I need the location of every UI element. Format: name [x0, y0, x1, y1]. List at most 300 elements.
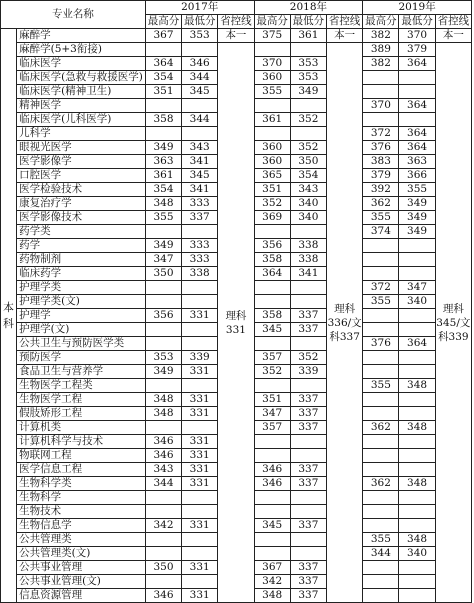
max-score-2018: 369 [254, 211, 290, 225]
max-score-2019 [363, 323, 399, 337]
major-name-cell: 眼视光医学 [17, 141, 146, 155]
major-name-cell: 医学检验技术 [17, 183, 146, 197]
max-score-2019 [363, 71, 399, 85]
major-name-cell: 医学影像学 [17, 155, 146, 169]
major-name-header: 专业名称 [1, 1, 146, 29]
min-score-2017: 346 [182, 57, 218, 71]
max-score-2017: 361 [145, 169, 181, 183]
min-score-2019: 364 [399, 141, 435, 155]
table-row [1, 43, 472, 57]
max-score-2017: 354 [145, 71, 181, 85]
max-score-2017: 367 [145, 29, 181, 43]
max-score-2018: 355 [254, 85, 290, 99]
min-score-2017: 333 [182, 197, 218, 211]
max-score-2019: 362 [363, 421, 399, 435]
max-score-2019: 362 [363, 197, 399, 211]
min-score-2017: 339 [182, 351, 218, 365]
major-name-cell: 物联网工程 [17, 449, 146, 463]
major-name-cell: 医学信息工程 [17, 463, 146, 477]
max-score-2019: 370 [363, 99, 399, 113]
max-score-2017: 350 [145, 561, 181, 575]
max-score-2017: 348 [145, 407, 181, 421]
max-score-2017: 346 [145, 449, 181, 463]
min-score-2017: 331 [182, 477, 218, 491]
min-score-2019 [399, 267, 435, 281]
max-score-2018: 360 [254, 141, 290, 155]
max-score-2017 [145, 127, 181, 141]
max-score-2017: 353 [145, 351, 181, 365]
min-score-2019 [399, 407, 435, 421]
major-name-cell: 医学影像技术 [17, 211, 146, 225]
min-score-2019 [399, 463, 435, 477]
major-name-cell: 生物医学工程类 [17, 379, 146, 393]
control-line-2019: 理科345/文科339 [435, 43, 471, 603]
min-score-2017 [182, 43, 218, 57]
max-score-2017 [145, 421, 181, 435]
max-score-2017: 350 [145, 267, 181, 281]
min-score-2019 [399, 491, 435, 505]
max-score-2017: 349 [145, 365, 181, 379]
min-score-header: 最低分 [399, 15, 435, 29]
min-score-2017 [182, 421, 218, 435]
min-score-2017 [182, 547, 218, 561]
major-name-cell: 临床药学 [17, 267, 146, 281]
min-score-2018: 350 [290, 155, 326, 169]
min-score-2018: 340 [290, 211, 326, 225]
min-score-2017: 341 [182, 183, 218, 197]
max-score-2017: 347 [145, 253, 181, 267]
min-score-2018 [290, 337, 326, 351]
major-name-cell: 临床医学 [17, 57, 146, 71]
max-score-2019: 355 [363, 211, 399, 225]
major-name-cell: 公共管理类 [17, 533, 146, 547]
major-name-cell: 假肢矫形工程 [17, 407, 146, 421]
min-score-2018 [290, 491, 326, 505]
max-score-2017 [145, 575, 181, 589]
control-line-2017: 理科331 [218, 43, 254, 603]
min-score-2017: 333 [182, 239, 218, 253]
major-name-cell: 护理学 [17, 309, 146, 323]
max-score-2018 [254, 435, 290, 449]
max-score-2017: 358 [145, 113, 181, 127]
max-score-header: 最高分 [254, 15, 290, 29]
min-score-2019: 340 [399, 295, 435, 309]
min-score-2018 [290, 505, 326, 519]
min-score-2018: 337 [290, 519, 326, 533]
max-score-2019 [363, 491, 399, 505]
min-score-2017 [182, 281, 218, 295]
max-score-2017 [145, 281, 181, 295]
min-score-2018 [290, 43, 326, 57]
max-score-2019: 344 [363, 547, 399, 561]
min-score-2017 [182, 491, 218, 505]
max-score-2017: 351 [145, 85, 181, 99]
max-score-2019 [363, 351, 399, 365]
max-score-2017 [145, 43, 181, 57]
max-score-2017 [145, 491, 181, 505]
min-score-2017 [182, 295, 218, 309]
major-name-cell: 麻醉学(5+3衔接) [17, 43, 146, 57]
min-score-2018: 353 [290, 57, 326, 71]
max-score-2018: 361 [254, 113, 290, 127]
min-score-2017 [182, 533, 218, 547]
max-score-2018 [254, 225, 290, 239]
major-name-cell: 临床医学(儿科医学) [17, 113, 146, 127]
min-score-2017: 331 [182, 309, 218, 323]
major-name-cell: 儿科学 [17, 127, 146, 141]
max-score-2019: 374 [363, 225, 399, 239]
min-score-2018: 337 [290, 589, 326, 603]
min-score-2019 [399, 393, 435, 407]
max-score-2018: 367 [254, 561, 290, 575]
min-score-2019: 364 [399, 57, 435, 71]
category-cell: 本科 [1, 29, 17, 603]
max-score-2019: 355 [363, 295, 399, 309]
min-score-2018: 352 [290, 351, 326, 365]
major-name-cell: 信息资源管理 [17, 589, 146, 603]
min-score-2019: 379 [399, 43, 435, 57]
max-score-2018: 352 [254, 365, 290, 379]
major-name-cell: 精神医学 [17, 99, 146, 113]
min-score-2019 [399, 85, 435, 99]
min-score-2018 [290, 225, 326, 239]
max-score-2017 [145, 337, 181, 351]
max-score-2019 [363, 393, 399, 407]
max-score-2019: 383 [363, 155, 399, 169]
major-name-cell: 药学 [17, 239, 146, 253]
max-score-2017: 346 [145, 435, 181, 449]
min-score-2018 [290, 127, 326, 141]
max-score-2018: 375 [254, 29, 290, 43]
min-score-2018: 339 [290, 365, 326, 379]
major-name-cell: 计算机科学与技术 [17, 435, 146, 449]
min-score-2018: 352 [290, 113, 326, 127]
max-score-2019: 392 [363, 183, 399, 197]
min-score-2017 [182, 337, 218, 351]
control-line-2019-top: 本一 [435, 29, 471, 43]
max-score-2017 [145, 99, 181, 113]
max-score-2018 [254, 533, 290, 547]
min-score-2019: 347 [399, 281, 435, 295]
min-score-2018: 338 [290, 253, 326, 267]
min-score-2018 [290, 449, 326, 463]
min-score-2017: 345 [182, 85, 218, 99]
min-score-2018: 337 [290, 463, 326, 477]
max-score-2017 [145, 295, 181, 309]
max-score-2019 [363, 575, 399, 589]
max-score-2019: 382 [363, 29, 399, 43]
min-score-2017: 345 [182, 169, 218, 183]
min-score-2018: 337 [290, 323, 326, 337]
major-name-cell: 药学类 [17, 225, 146, 239]
major-name-cell: 公共事业管理 [17, 561, 146, 575]
min-score-2017: 343 [182, 141, 218, 155]
min-score-2017: 344 [182, 113, 218, 127]
max-score-2018 [254, 449, 290, 463]
min-score-2019: 355 [399, 183, 435, 197]
max-score-2019 [363, 505, 399, 519]
min-score-2017: 331 [182, 435, 218, 449]
min-score-2019: 364 [399, 127, 435, 141]
min-score-2017: 338 [182, 267, 218, 281]
major-name-cell: 临床医学(急救与救援医学) [17, 71, 146, 85]
max-score-2019: 376 [363, 141, 399, 155]
major-name-cell: 护理学类 [17, 281, 146, 295]
min-score-2019 [399, 71, 435, 85]
major-name-cell: 生物技术 [17, 505, 146, 519]
min-score-2019 [399, 253, 435, 267]
min-score-2018 [290, 295, 326, 309]
min-score-2018: 337 [290, 421, 326, 435]
min-score-2017 [182, 323, 218, 337]
major-name-cell: 食品卫生与营养学 [17, 365, 146, 379]
min-score-2018: 354 [290, 169, 326, 183]
min-score-2018 [290, 533, 326, 547]
year-2017-header: 2017年 [145, 1, 254, 15]
max-score-2018 [254, 127, 290, 141]
max-score-2018 [254, 295, 290, 309]
major-name-cell: 药物制剂 [17, 253, 146, 267]
major-name-cell: 康复治疗学 [17, 197, 146, 211]
max-score-2019 [363, 561, 399, 575]
major-name-cell: 生物科学 [17, 491, 146, 505]
min-score-2017 [182, 127, 218, 141]
max-score-2018: 357 [254, 421, 290, 435]
min-score-header: 最低分 [182, 15, 218, 29]
max-score-2017 [145, 533, 181, 547]
min-score-2019 [399, 505, 435, 519]
max-score-2019: 389 [363, 43, 399, 57]
max-score-2018: 358 [254, 309, 290, 323]
max-score-2019 [363, 435, 399, 449]
min-score-2019 [399, 239, 435, 253]
major-name-cell: 计算机类 [17, 421, 146, 435]
min-score-2019: 349 [399, 211, 435, 225]
min-score-2017: 331 [182, 561, 218, 575]
min-score-2018: 340 [290, 197, 326, 211]
max-score-2017 [145, 547, 181, 561]
min-score-2017: 331 [182, 365, 218, 379]
max-score-2018: 365 [254, 169, 290, 183]
min-score-2017: 331 [182, 589, 218, 603]
min-score-2017: 337 [182, 211, 218, 225]
max-score-2018: 352 [254, 197, 290, 211]
min-score-2019 [399, 365, 435, 379]
max-score-2018 [254, 491, 290, 505]
max-score-2018: 370 [254, 57, 290, 71]
header-row-years [1, 1, 472, 15]
max-score-2018 [254, 43, 290, 57]
max-score-2018 [254, 99, 290, 113]
min-score-2019 [399, 449, 435, 463]
min-score-2018 [290, 281, 326, 295]
min-score-2018: 337 [290, 561, 326, 575]
min-score-2019 [399, 309, 435, 323]
table-body [1, 29, 472, 603]
major-name-cell: 护理学类(文) [17, 295, 146, 309]
min-score-2019: 349 [399, 197, 435, 211]
min-score-2019: 348 [399, 421, 435, 435]
min-score-2018: 352 [290, 141, 326, 155]
control-line-2018: 理科336/文科337 [327, 43, 363, 603]
max-score-2017 [145, 505, 181, 519]
control-line-2018-top: 本一 [327, 29, 363, 43]
max-score-2019 [363, 449, 399, 463]
max-score-2018: 360 [254, 71, 290, 85]
max-score-2018 [254, 281, 290, 295]
max-score-2019 [363, 407, 399, 421]
max-score-2019 [363, 519, 399, 533]
min-score-2019: 364 [399, 337, 435, 351]
major-name-cell: 口腔医学 [17, 169, 146, 183]
max-score-2019 [363, 267, 399, 281]
min-score-2019 [399, 519, 435, 533]
min-score-2017: 331 [182, 519, 218, 533]
max-score-2019: 372 [363, 281, 399, 295]
max-score-2017: 356 [145, 309, 181, 323]
year-2019-header: 2019年 [363, 1, 472, 15]
min-score-2019: 348 [399, 477, 435, 491]
min-score-2017: 341 [182, 155, 218, 169]
min-score-2018: 353 [290, 71, 326, 85]
max-score-2018: 364 [254, 267, 290, 281]
major-name-cell: 护理学(文) [17, 323, 146, 337]
min-score-2017: 331 [182, 393, 218, 407]
max-score-2018: 347 [254, 407, 290, 421]
min-score-2019: 340 [399, 547, 435, 561]
min-score-2019 [399, 113, 435, 127]
control-line-header: 省控线 [218, 15, 254, 29]
max-score-2019 [363, 239, 399, 253]
major-name-cell: 公共卫生与预防医学类 [17, 337, 146, 351]
max-score-2019 [363, 253, 399, 267]
min-score-2018: 338 [290, 239, 326, 253]
min-score-2017 [182, 505, 218, 519]
min-score-2019 [399, 575, 435, 589]
min-score-2017: 344 [182, 71, 218, 85]
max-score-2018 [254, 547, 290, 561]
max-score-2018: 346 [254, 477, 290, 491]
max-score-header: 最高分 [145, 15, 181, 29]
min-score-2018 [290, 379, 326, 393]
max-score-2017 [145, 379, 181, 393]
max-score-2019: 376 [363, 337, 399, 351]
min-score-2019: 348 [399, 379, 435, 393]
max-score-2018: 357 [254, 351, 290, 365]
max-score-2018 [254, 337, 290, 351]
min-score-2017 [182, 225, 218, 239]
min-score-header: 最低分 [290, 15, 326, 29]
max-score-2018: 348 [254, 589, 290, 603]
max-score-2017: 348 [145, 393, 181, 407]
min-score-2018 [290, 99, 326, 113]
min-score-2019: 370 [399, 29, 435, 43]
max-score-2019: 379 [363, 169, 399, 183]
max-score-2017: 346 [145, 589, 181, 603]
max-score-2019 [363, 113, 399, 127]
max-score-2018: 342 [254, 575, 290, 589]
min-score-2017: 331 [182, 463, 218, 477]
max-score-2017: 363 [145, 155, 181, 169]
max-score-2019 [363, 365, 399, 379]
table-row [1, 29, 472, 43]
min-score-2017: 331 [182, 449, 218, 463]
min-score-2017 [182, 99, 218, 113]
max-score-2017: 343 [145, 463, 181, 477]
year-2018-header: 2018年 [254, 1, 363, 15]
min-score-2019: 348 [399, 533, 435, 547]
min-score-2018: 341 [290, 267, 326, 281]
max-score-2019: 355 [363, 533, 399, 547]
max-score-2017: 354 [145, 183, 181, 197]
control-line-header: 省控线 [327, 15, 363, 29]
min-score-2019 [399, 561, 435, 575]
max-score-2019: 372 [363, 127, 399, 141]
major-name-cell: 公共管理类(文) [17, 547, 146, 561]
max-score-2018: 351 [254, 393, 290, 407]
max-score-2018: 346 [254, 463, 290, 477]
max-score-2018 [254, 379, 290, 393]
max-score-2018: 345 [254, 519, 290, 533]
min-score-2017: 333 [182, 253, 218, 267]
major-name-cell: 生物医学工程 [17, 393, 146, 407]
min-score-2019: 363 [399, 155, 435, 169]
min-score-2019 [399, 323, 435, 337]
max-score-2019: 382 [363, 57, 399, 71]
min-score-2017 [182, 575, 218, 589]
max-score-2018: 345 [254, 323, 290, 337]
max-score-2019: 362 [363, 477, 399, 491]
min-score-2018: 337 [290, 393, 326, 407]
major-name-cell: 生物科学类 [17, 477, 146, 491]
max-score-2017: 364 [145, 57, 181, 71]
min-score-2019 [399, 351, 435, 365]
max-score-2018 [254, 505, 290, 519]
min-score-2018: 343 [290, 183, 326, 197]
min-score-2018: 349 [290, 85, 326, 99]
min-score-2017 [182, 379, 218, 393]
max-score-2017: 349 [145, 141, 181, 155]
max-score-2019 [363, 309, 399, 323]
max-score-2017: 349 [145, 239, 181, 253]
max-score-2017 [145, 323, 181, 337]
control-line-header: 省控线 [435, 15, 471, 29]
min-score-2018 [290, 547, 326, 561]
max-score-2017: 348 [145, 197, 181, 211]
major-name-cell: 预防医学 [17, 351, 146, 365]
min-score-2019 [399, 589, 435, 603]
min-score-2017: 353 [182, 29, 218, 43]
min-score-2019 [399, 435, 435, 449]
max-score-2019 [363, 589, 399, 603]
max-score-2018: 356 [254, 239, 290, 253]
major-name-cell: 临床医学(精神卫生) [17, 85, 146, 99]
min-score-2018: 337 [290, 477, 326, 491]
max-score-2019: 355 [363, 379, 399, 393]
min-score-2018 [290, 435, 326, 449]
major-name-cell: 公共事业管理(文) [17, 575, 146, 589]
min-score-2019: 366 [399, 169, 435, 183]
major-name-cell: 麻醉学 [17, 29, 146, 43]
min-score-2017: 331 [182, 407, 218, 421]
control-line-2017-top: 本一 [218, 29, 254, 43]
max-score-2019 [363, 463, 399, 477]
min-score-2018: 337 [290, 309, 326, 323]
min-score-2018: 337 [290, 407, 326, 421]
max-score-2018: 360 [254, 155, 290, 169]
major-name-cell: 生物信息学 [17, 519, 146, 533]
max-score-2019 [363, 85, 399, 99]
